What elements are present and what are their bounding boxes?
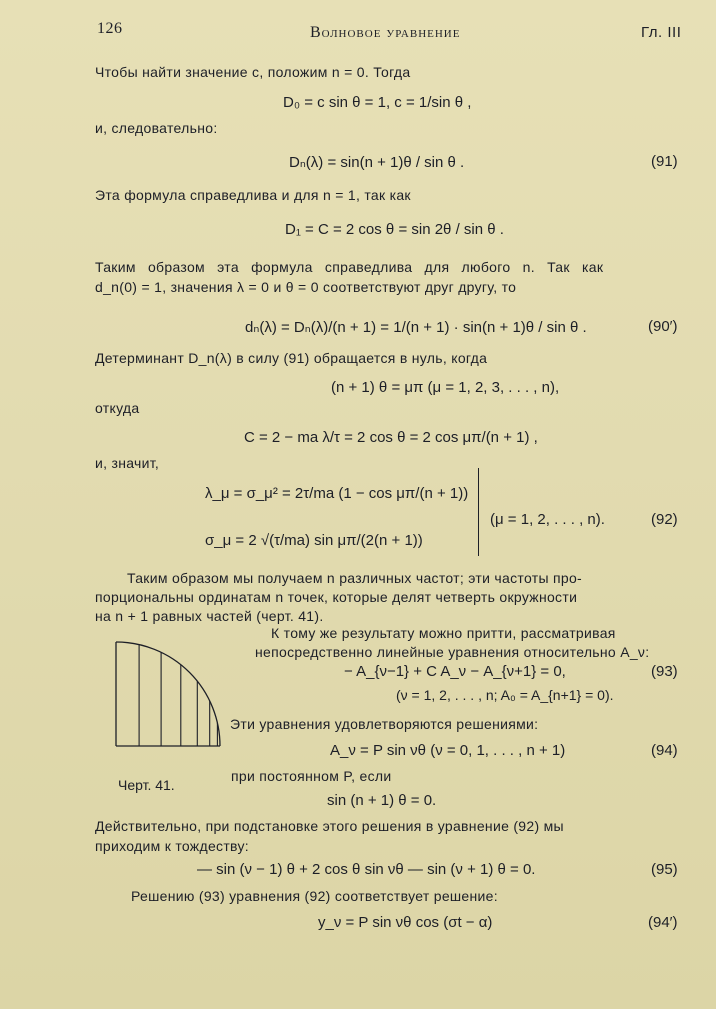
text-line: на n + 1 равных частей (черт. 41). bbox=[95, 608, 324, 624]
equation-brace bbox=[478, 468, 485, 556]
text-line: непосредственно линейные уравнения относительно A_ν: bbox=[255, 644, 650, 660]
text-line: и, следовательно: bbox=[95, 120, 218, 136]
text-line: Эти уравнения удовлетворяются решениями: bbox=[230, 716, 539, 732]
equation-92-condition: (μ = 1, 2, . . . , n). bbox=[490, 511, 605, 528]
equation-90p: dₙ(λ) = Dₙ(λ)/(n + 1) = 1/(n + 1) · sin(n + 1)θ / sin θ . bbox=[245, 319, 587, 336]
equation-number: (94) bbox=[651, 742, 678, 759]
text-line: приходим к тождеству: bbox=[95, 838, 249, 854]
equation-d1: D₁ = C = 2 cos θ = sin 2θ / sin θ . bbox=[285, 221, 504, 238]
equation-93: − A_{ν−1} + C A_ν − A_{ν+1} = 0, bbox=[344, 663, 566, 680]
equation-number: (90′) bbox=[648, 318, 678, 335]
equation-c: C = 2 − ma λ/τ = 2 cos θ = 2 cos μπ/(n + 1) , bbox=[244, 429, 538, 446]
text-line: и, значит, bbox=[95, 455, 160, 471]
equation-sin-condition: sin (n + 1) θ = 0. bbox=[327, 792, 437, 809]
text-line: d_n(0) = 1, значения λ = 0 и θ = 0 соответствуют друг другу, то bbox=[95, 279, 517, 295]
text-line: Детерминант D_n(λ) в силу (91) обращается в нуль, когда bbox=[95, 350, 488, 366]
equation-number: (94′) bbox=[648, 914, 678, 931]
text-line: при постоянном P, если bbox=[231, 768, 392, 784]
equation-number: (93) bbox=[651, 663, 678, 680]
quarter-circle-arc bbox=[116, 642, 220, 746]
text-line: Решению (93) уравнения (92) соответствует решение: bbox=[131, 888, 498, 904]
text-line: Действительно, при подстановке этого решения в уравнение (92) мы bbox=[95, 818, 564, 834]
equation-number: (95) bbox=[651, 861, 678, 878]
text-line: порциональны ординатам n точек, которые делят четверть окружности bbox=[95, 589, 578, 605]
text-line: Таким образом эта формула справедлива для любого n. Так как bbox=[95, 259, 604, 275]
equation-d0: D₀ = c sin θ = 1, c = 1/sin θ , bbox=[283, 94, 472, 111]
equation-root: (n + 1) θ = μπ (μ = 1, 2, 3, . . . , n), bbox=[331, 379, 560, 396]
text-line: К тому же результату можно притти, рассматривая bbox=[271, 625, 616, 641]
equation-94p: y_ν = P sin νθ cos (σt − α) bbox=[318, 914, 493, 931]
equation-95: — sin (ν − 1) θ + 2 cos θ sin νθ — sin (ν + 1) θ = 0. bbox=[197, 861, 536, 878]
text-line: Чтобы найти значение c, положим n = 0. Тогда bbox=[95, 64, 411, 80]
equation-91: Dₙ(λ) = sin(n + 1)θ / sin θ . bbox=[289, 154, 465, 171]
equation-92a: λ_μ = σ_μ² = 2τ/ma (1 − cos μπ/(n + 1)) bbox=[205, 485, 469, 502]
text-line: Таким образом мы получаем n различных частот; эти частоты про- bbox=[127, 570, 583, 586]
running-title: Волновое уравнение bbox=[310, 24, 461, 41]
equation-number: (91) bbox=[651, 153, 678, 170]
figure-41 bbox=[112, 636, 224, 778]
equation-94: A_ν = P sin νθ (ν = 0, 1, . . . , n + 1) bbox=[330, 742, 566, 759]
text-line: Эта формула справедлива и для n = 1, так как bbox=[95, 187, 411, 203]
page-number: 126 bbox=[97, 20, 123, 37]
equation-92b: σ_μ = 2 √(τ/ma) sin μπ/(2(n + 1)) bbox=[205, 532, 423, 549]
figure-caption: Черт. 41. bbox=[118, 777, 175, 793]
text-line: откуда bbox=[95, 400, 140, 416]
equation-93-condition: (ν = 1, 2, . . . , n; A₀ = A_{n+1} = 0). bbox=[396, 687, 614, 703]
chapter-label: Гл. III bbox=[641, 24, 682, 41]
equation-number: (92) bbox=[651, 511, 678, 528]
